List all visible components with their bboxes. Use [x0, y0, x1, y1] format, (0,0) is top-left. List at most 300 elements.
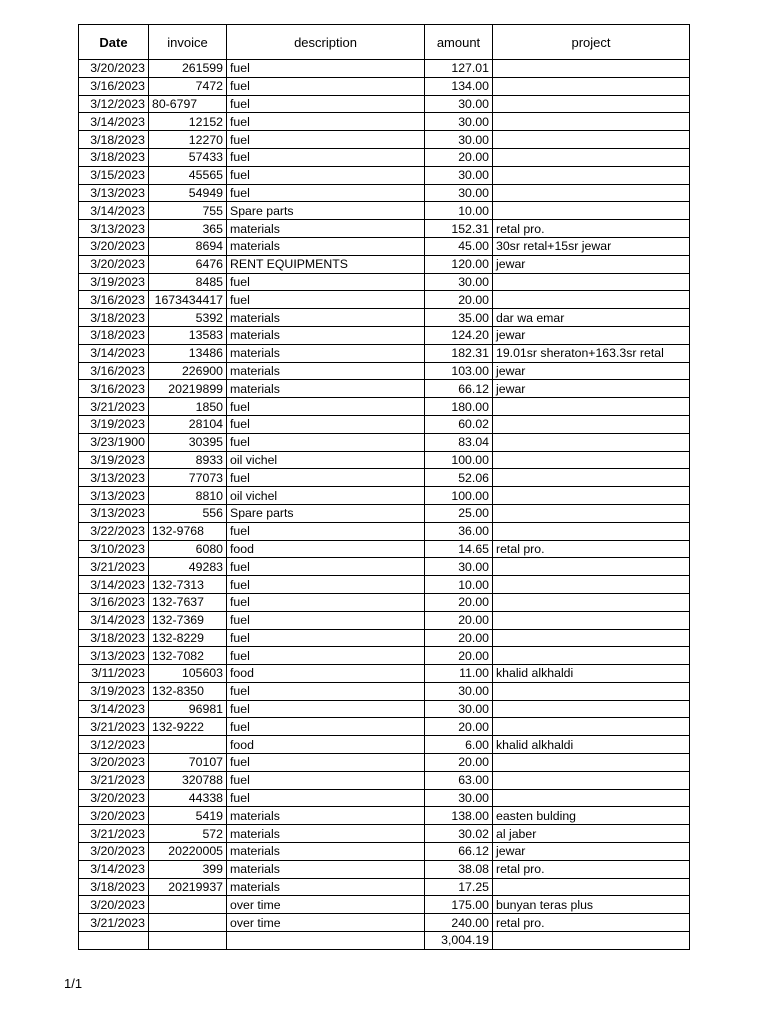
description-cell: materials [227, 220, 425, 238]
description-cell: materials [227, 380, 425, 398]
invoice-cell: 755 [149, 202, 227, 220]
amount-cell: 100.00 [425, 451, 493, 469]
amount-cell: 35.00 [425, 309, 493, 327]
project-cell [493, 60, 690, 78]
amount-cell: 63.00 [425, 771, 493, 789]
description-cell: fuel [227, 522, 425, 540]
project-cell [493, 647, 690, 665]
amount-cell: 20.00 [425, 647, 493, 665]
description-cell: materials [227, 825, 425, 843]
project-cell [493, 433, 690, 451]
date-cell: 3/18/2023 [79, 131, 149, 149]
project-cell [493, 700, 690, 718]
invoice-cell: 20219937 [149, 878, 227, 896]
amount-cell: 52.06 [425, 469, 493, 487]
table-row [79, 148, 690, 166]
project-cell [493, 789, 690, 807]
amount-cell: 20.00 [425, 629, 493, 647]
table-row [79, 522, 690, 540]
invoice-cell: 6080 [149, 540, 227, 558]
date-cell: 3/21/2023 [79, 914, 149, 932]
project-cell: jewar [493, 362, 690, 380]
description-cell: fuel [227, 77, 425, 95]
project-cell [493, 77, 690, 95]
date-cell: 3/21/2023 [79, 558, 149, 576]
invoice-cell: 80-6797 [149, 95, 227, 113]
date-cell: 3/14/2023 [79, 202, 149, 220]
project-cell [493, 184, 690, 202]
table-row [79, 237, 690, 255]
project-cell: retal pro. [493, 220, 690, 238]
description-cell: over time [227, 896, 425, 914]
description-cell: materials [227, 807, 425, 825]
description-cell: fuel [227, 291, 425, 309]
invoice-cell: 132-9768 [149, 522, 227, 540]
project-cell [493, 487, 690, 505]
table-row [79, 487, 690, 505]
invoice-cell: 8933 [149, 451, 227, 469]
date-cell: 3/18/2023 [79, 629, 149, 647]
date-cell: 3/16/2023 [79, 380, 149, 398]
table-row [79, 398, 690, 416]
project-cell [493, 754, 690, 772]
header-project: project [493, 25, 690, 60]
description-cell: fuel [227, 629, 425, 647]
description-cell: fuel [227, 576, 425, 594]
amount-cell: 6.00 [425, 736, 493, 754]
description-cell: Spare parts [227, 504, 425, 522]
invoice-cell: 105603 [149, 665, 227, 683]
invoice-cell: 1673434417 [149, 291, 227, 309]
description-cell: fuel [227, 647, 425, 665]
table-row [79, 593, 690, 611]
amount-cell: 11.00 [425, 665, 493, 683]
table-row [79, 95, 690, 113]
date-cell: 3/21/2023 [79, 398, 149, 416]
description-cell: fuel [227, 754, 425, 772]
table-row [79, 611, 690, 629]
invoice-cell: 5392 [149, 309, 227, 327]
project-cell [493, 718, 690, 736]
amount-cell: 10.00 [425, 576, 493, 594]
description-cell: food [227, 540, 425, 558]
description-cell: food [227, 736, 425, 754]
invoice-cell: 399 [149, 860, 227, 878]
date-cell: 3/13/2023 [79, 220, 149, 238]
table-body [79, 60, 690, 932]
table-row [79, 255, 690, 273]
invoice-cell: 132-7637 [149, 593, 227, 611]
table-row [79, 896, 690, 914]
table-row [79, 469, 690, 487]
header-amount: amount [425, 25, 493, 60]
invoice-cell [149, 914, 227, 932]
date-cell: 3/16/2023 [79, 291, 149, 309]
table-row [79, 540, 690, 558]
amount-cell: 30.00 [425, 682, 493, 700]
project-cell [493, 291, 690, 309]
date-cell: 3/12/2023 [79, 736, 149, 754]
amount-cell: 66.12 [425, 380, 493, 398]
table-row [79, 131, 690, 149]
description-cell: fuel [227, 273, 425, 291]
date-cell: 3/16/2023 [79, 593, 149, 611]
project-cell: jewar [493, 843, 690, 861]
date-cell: 3/13/2023 [79, 647, 149, 665]
project-cell: jewar [493, 255, 690, 273]
date-cell: 3/14/2023 [79, 860, 149, 878]
project-cell: retal pro. [493, 540, 690, 558]
invoice-cell: 132-8229 [149, 629, 227, 647]
description-cell: Spare parts [227, 202, 425, 220]
table-row [79, 736, 690, 754]
project-cell: khalid alkhaldi [493, 665, 690, 683]
invoice-cell: 70107 [149, 754, 227, 772]
invoice-cell: 8485 [149, 273, 227, 291]
table-row [79, 914, 690, 932]
description-cell: materials [227, 326, 425, 344]
amount-cell: 25.00 [425, 504, 493, 522]
amount-cell: 20.00 [425, 611, 493, 629]
invoice-cell: 1850 [149, 398, 227, 416]
table-row [79, 682, 690, 700]
amount-cell: 30.00 [425, 166, 493, 184]
project-cell: easten bulding [493, 807, 690, 825]
amount-cell: 103.00 [425, 362, 493, 380]
invoice-cell: 556 [149, 504, 227, 522]
date-cell: 3/18/2023 [79, 878, 149, 896]
project-cell [493, 273, 690, 291]
project-cell [493, 451, 690, 469]
table-row [79, 451, 690, 469]
amount-cell: 30.02 [425, 825, 493, 843]
description-cell: materials [227, 878, 425, 896]
amount-cell: 127.01 [425, 60, 493, 78]
project-cell [493, 771, 690, 789]
amount-cell: 30.00 [425, 700, 493, 718]
table-row [79, 754, 690, 772]
amount-cell: 20.00 [425, 754, 493, 772]
project-cell: jewar [493, 326, 690, 344]
table-row [79, 291, 690, 309]
date-cell: 3/20/2023 [79, 255, 149, 273]
date-cell: 3/14/2023 [79, 576, 149, 594]
project-cell [493, 593, 690, 611]
amount-cell: 175.00 [425, 896, 493, 914]
table-row [79, 665, 690, 683]
invoice-cell [149, 736, 227, 754]
table-row [79, 504, 690, 522]
amount-cell: 30.00 [425, 131, 493, 149]
date-cell: 3/11/2023 [79, 665, 149, 683]
table-row [79, 843, 690, 861]
date-cell: 3/20/2023 [79, 843, 149, 861]
invoice-cell: 5419 [149, 807, 227, 825]
table-row [79, 700, 690, 718]
table-row [79, 77, 690, 95]
invoice-cell: 57433 [149, 148, 227, 166]
description-cell: materials [227, 843, 425, 861]
project-cell: bunyan teras plus [493, 896, 690, 914]
date-cell: 3/14/2023 [79, 113, 149, 131]
date-cell: 3/20/2023 [79, 896, 149, 914]
project-cell: dar wa emar [493, 309, 690, 327]
total-amount: 3,004.19 [425, 932, 493, 950]
date-cell: 3/13/2023 [79, 184, 149, 202]
date-cell: 3/10/2023 [79, 540, 149, 558]
date-cell: 3/14/2023 [79, 700, 149, 718]
project-cell [493, 878, 690, 896]
description-cell: fuel [227, 700, 425, 718]
amount-cell: 10.00 [425, 202, 493, 220]
description-cell: fuel [227, 469, 425, 487]
table-row [79, 878, 690, 896]
description-cell: fuel [227, 95, 425, 113]
table-row [79, 326, 690, 344]
date-cell: 3/16/2023 [79, 77, 149, 95]
description-cell: oil vichel [227, 487, 425, 505]
date-cell: 3/21/2023 [79, 718, 149, 736]
amount-cell: 134.00 [425, 77, 493, 95]
date-cell: 3/12/2023 [79, 95, 149, 113]
description-cell: fuel [227, 771, 425, 789]
invoice-cell: 12270 [149, 131, 227, 149]
date-cell: 3/13/2023 [79, 487, 149, 505]
description-cell: fuel [227, 398, 425, 416]
date-cell: 3/20/2023 [79, 237, 149, 255]
description-cell: oil vichel [227, 451, 425, 469]
description-cell: materials [227, 362, 425, 380]
total-row [79, 932, 690, 950]
table-row [79, 629, 690, 647]
project-cell [493, 504, 690, 522]
date-cell: 3/20/2023 [79, 754, 149, 772]
table-row [79, 807, 690, 825]
header-date: Date [79, 25, 149, 60]
invoice-cell: 28104 [149, 415, 227, 433]
date-cell: 3/14/2023 [79, 611, 149, 629]
date-cell: 3/21/2023 [79, 825, 149, 843]
date-cell: 3/20/2023 [79, 789, 149, 807]
description-cell: fuel [227, 433, 425, 451]
expense-table [78, 24, 690, 950]
project-cell: jewar [493, 380, 690, 398]
amount-cell: 182.31 [425, 344, 493, 362]
project-cell: al jaber [493, 825, 690, 843]
project-cell [493, 558, 690, 576]
project-cell: khalid alkhaldi [493, 736, 690, 754]
date-cell: 3/22/2023 [79, 522, 149, 540]
total-invoice-cell [149, 932, 227, 950]
description-cell: fuel [227, 789, 425, 807]
invoice-cell: 44338 [149, 789, 227, 807]
invoice-cell: 226900 [149, 362, 227, 380]
description-cell: fuel [227, 166, 425, 184]
total-description-cell [227, 932, 425, 950]
table-row [79, 344, 690, 362]
description-cell: fuel [227, 415, 425, 433]
table-row [79, 415, 690, 433]
amount-cell: 14.65 [425, 540, 493, 558]
description-cell: fuel [227, 611, 425, 629]
amount-cell: 30.00 [425, 273, 493, 291]
invoice-cell: 365 [149, 220, 227, 238]
invoice-cell: 320788 [149, 771, 227, 789]
date-cell: 3/13/2023 [79, 504, 149, 522]
table-row [79, 273, 690, 291]
total-project-cell [493, 932, 690, 950]
invoice-cell: 8694 [149, 237, 227, 255]
amount-cell: 180.00 [425, 398, 493, 416]
project-cell [493, 629, 690, 647]
invoice-cell: 132-7313 [149, 576, 227, 594]
project-cell: 19.01sr sheraton+163.3sr retal [493, 344, 690, 362]
invoice-cell: 132-7369 [149, 611, 227, 629]
description-cell: fuel [227, 131, 425, 149]
amount-cell: 120.00 [425, 255, 493, 273]
description-cell: fuel [227, 682, 425, 700]
invoice-cell: 8810 [149, 487, 227, 505]
amount-cell: 152.31 [425, 220, 493, 238]
project-cell [493, 415, 690, 433]
amount-cell: 20.00 [425, 148, 493, 166]
description-cell: over time [227, 914, 425, 932]
amount-cell: 30.00 [425, 113, 493, 131]
table-row [79, 202, 690, 220]
amount-cell: 100.00 [425, 487, 493, 505]
table-row [79, 60, 690, 78]
amount-cell: 20.00 [425, 593, 493, 611]
invoice-cell: 132-7082 [149, 647, 227, 665]
date-cell: 3/23/1900 [79, 433, 149, 451]
description-cell: materials [227, 344, 425, 362]
project-cell [493, 522, 690, 540]
invoice-cell: 572 [149, 825, 227, 843]
amount-cell: 30.00 [425, 789, 493, 807]
description-cell: fuel [227, 718, 425, 736]
description-cell: materials [227, 237, 425, 255]
description-cell: fuel [227, 113, 425, 131]
amount-cell: 83.04 [425, 433, 493, 451]
invoice-cell: 132-8350 [149, 682, 227, 700]
date-cell: 3/19/2023 [79, 682, 149, 700]
table-row [79, 647, 690, 665]
date-cell: 3/20/2023 [79, 60, 149, 78]
amount-cell: 20.00 [425, 291, 493, 309]
invoice-cell: 12152 [149, 113, 227, 131]
date-cell: 3/21/2023 [79, 771, 149, 789]
date-cell: 3/16/2023 [79, 362, 149, 380]
date-cell: 3/18/2023 [79, 326, 149, 344]
header-row [79, 25, 690, 60]
amount-cell: 36.00 [425, 522, 493, 540]
invoice-cell: 49283 [149, 558, 227, 576]
header-description: description [227, 25, 425, 60]
invoice-cell [149, 896, 227, 914]
amount-cell: 17.25 [425, 878, 493, 896]
amount-cell: 138.00 [425, 807, 493, 825]
table-row [79, 433, 690, 451]
table-row [79, 860, 690, 878]
amount-cell: 30.00 [425, 558, 493, 576]
amount-cell: 66.12 [425, 843, 493, 861]
invoice-cell: 7472 [149, 77, 227, 95]
table-row [79, 362, 690, 380]
description-cell: materials [227, 309, 425, 327]
date-cell: 3/19/2023 [79, 273, 149, 291]
description-cell: fuel [227, 593, 425, 611]
table-row [79, 184, 690, 202]
project-cell: retal pro. [493, 914, 690, 932]
invoice-cell: 13583 [149, 326, 227, 344]
invoice-cell: 77073 [149, 469, 227, 487]
description-cell: fuel [227, 148, 425, 166]
description-cell: RENT EQUIPMENTS [227, 255, 425, 273]
invoice-cell: 261599 [149, 60, 227, 78]
amount-cell: 30.00 [425, 95, 493, 113]
table-row [79, 558, 690, 576]
description-cell: fuel [227, 558, 425, 576]
table-row [79, 309, 690, 327]
project-cell [493, 202, 690, 220]
amount-cell: 45.00 [425, 237, 493, 255]
page-number: 1/1 [64, 976, 83, 991]
date-cell: 3/19/2023 [79, 451, 149, 469]
project-cell [493, 611, 690, 629]
date-cell: 3/19/2023 [79, 415, 149, 433]
date-cell: 3/20/2023 [79, 807, 149, 825]
header-invoice: invoice [149, 25, 227, 60]
invoice-cell: 30395 [149, 433, 227, 451]
amount-cell: 124.20 [425, 326, 493, 344]
table-row [79, 576, 690, 594]
spreadsheet [78, 24, 690, 950]
table-row [79, 380, 690, 398]
invoice-cell: 132-9222 [149, 718, 227, 736]
date-cell: 3/18/2023 [79, 309, 149, 327]
amount-cell: 38.08 [425, 860, 493, 878]
invoice-cell: 20220005 [149, 843, 227, 861]
date-cell: 3/14/2023 [79, 344, 149, 362]
table-row [79, 789, 690, 807]
description-cell: food [227, 665, 425, 683]
description-cell: fuel [227, 184, 425, 202]
date-cell: 3/13/2023 [79, 469, 149, 487]
table-row [79, 220, 690, 238]
project-cell [493, 166, 690, 184]
project-cell: 30sr retal+15sr jewar [493, 237, 690, 255]
date-cell: 3/15/2023 [79, 166, 149, 184]
project-cell [493, 682, 690, 700]
invoice-cell: 6476 [149, 255, 227, 273]
project-cell [493, 148, 690, 166]
invoice-cell: 96981 [149, 700, 227, 718]
invoice-cell: 13486 [149, 344, 227, 362]
amount-cell: 20.00 [425, 718, 493, 736]
table-row [79, 771, 690, 789]
table-row [79, 166, 690, 184]
table-row [79, 113, 690, 131]
project-cell [493, 576, 690, 594]
project-cell: retal pro. [493, 860, 690, 878]
project-cell [493, 113, 690, 131]
invoice-cell: 20219899 [149, 380, 227, 398]
amount-cell: 240.00 [425, 914, 493, 932]
project-cell [493, 95, 690, 113]
project-cell [493, 469, 690, 487]
date-cell: 3/18/2023 [79, 148, 149, 166]
project-cell [493, 398, 690, 416]
